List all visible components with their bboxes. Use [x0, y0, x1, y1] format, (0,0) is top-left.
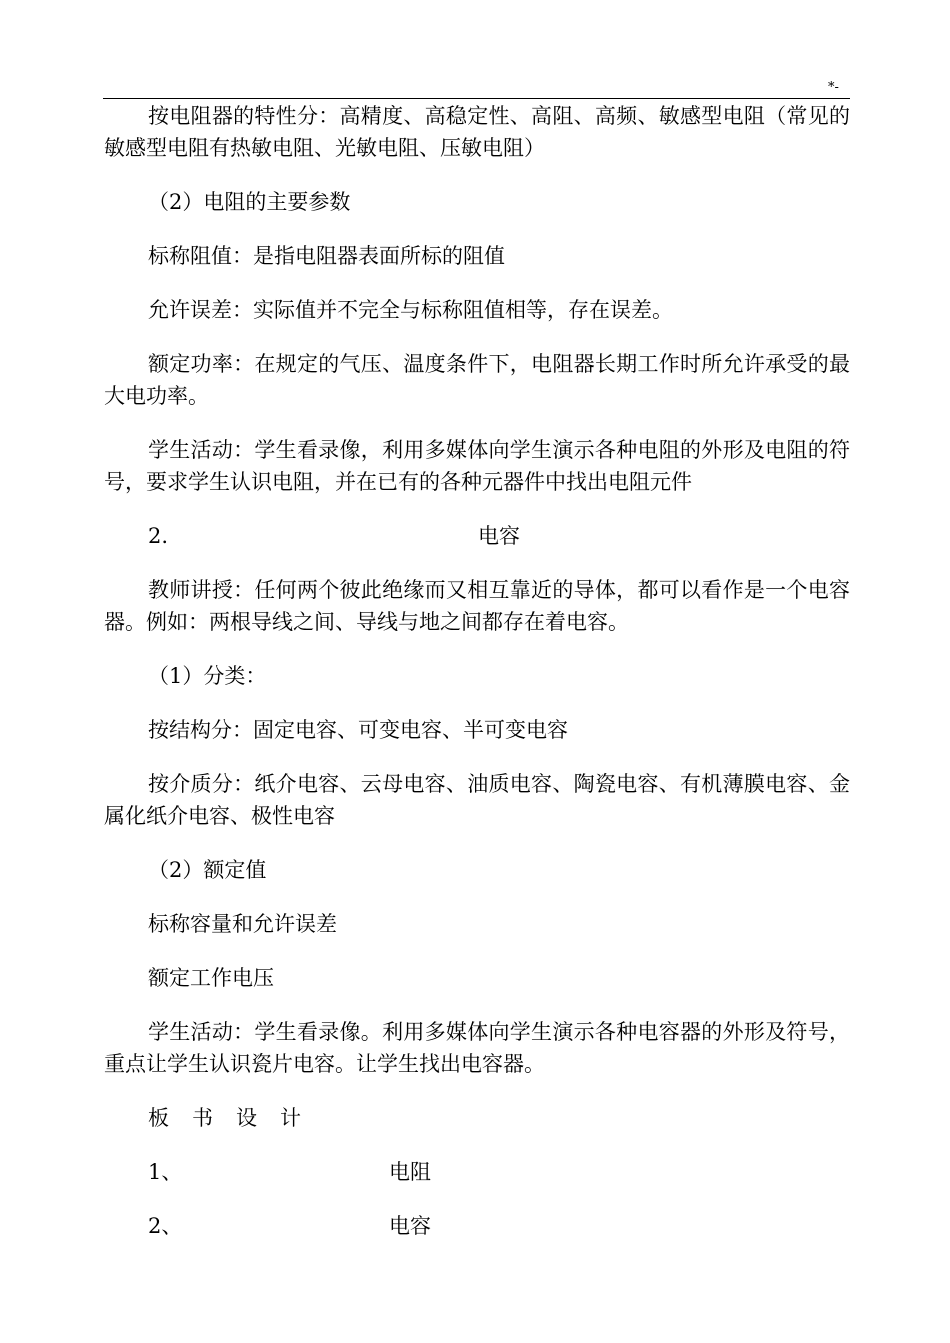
paragraph-resistor-characteristics: 按电阻器的特性分：高精度、高稳定性、高阻、高频、敏感型电阻（常见的敏感型电阻有热敏电阻、光敏电阻、压敏电阻） [104, 104, 850, 160]
board-item-text: 电容 [389, 1214, 431, 1238]
paragraph-resistor-params-heading: （2）电阻的主要参数 [148, 190, 351, 214]
paragraph-tolerance: 允许误差：实际值并不完全与标称阻值相等，存在误差。 [148, 298, 673, 322]
paragraph-board-design [104, 1102, 850, 1134]
board-item-number: 2、 [148, 1214, 183, 1238]
paragraph-rated-values-heading: （2）额定值 [148, 858, 267, 882]
paragraph-nominal-capacity: 标称容量和允许误差 [148, 912, 337, 936]
paragraph-nominal-resistance: 标称阻值：是指电阻器表面所标的阻值 [148, 244, 505, 268]
paragraph-by-dielectric: 按介质分：纸介电容、云母电容、油质电容、陶瓷电容、有机薄膜电容、金属化纸介电容、极性电容 [104, 772, 850, 828]
paragraph-by-structure: 按结构分：固定电容、可变电容、半可变电容 [148, 718, 568, 742]
board-item-number: 1、 [148, 1160, 183, 1184]
paragraph-teacher-lecture: 教师讲授：任何两个彼此绝缘而又相互靠近的导体，都可以看作是一个电容器。例如：两根导线之间、导线与地之间都存在着电容。 [104, 578, 850, 634]
paragraph-student-activity-resistor: 学生活动：学生看录像，利用多媒体向学生演示各种电阻的外形及电阻的符号，要求学生认识电阻，并在已有的各种元器件中找出电阻元件 [104, 438, 850, 494]
board-item-1 [104, 1156, 850, 1188]
paragraph-rated-power: 额定功率：在规定的气压、温度条件下，电阻器长期工作时所允许承受的最大电功率。 [104, 352, 850, 408]
section-capacitor-heading [104, 520, 850, 552]
paragraph-student-activity-capacitor: 学生活动：学生看录像。利用多媒体向学生演示各种电容器的外形及符号，重点让学生认识瓷片电容。让学生找出电容器。 [104, 1020, 850, 1076]
board-design-label: 板书设计 [148, 1106, 324, 1130]
paragraph-classification-heading: （1）分类： [148, 664, 267, 688]
page-header-mark: *- [828, 80, 839, 95]
header-rule [103, 98, 850, 99]
board-item-text: 电阻 [389, 1160, 431, 1184]
board-item-2 [104, 1210, 850, 1242]
section-title: 电容 [478, 524, 520, 548]
paragraph-rated-voltage: 额定工作电压 [148, 966, 274, 990]
section-number: 2. [148, 524, 169, 548]
document-body [104, 100, 850, 1264]
